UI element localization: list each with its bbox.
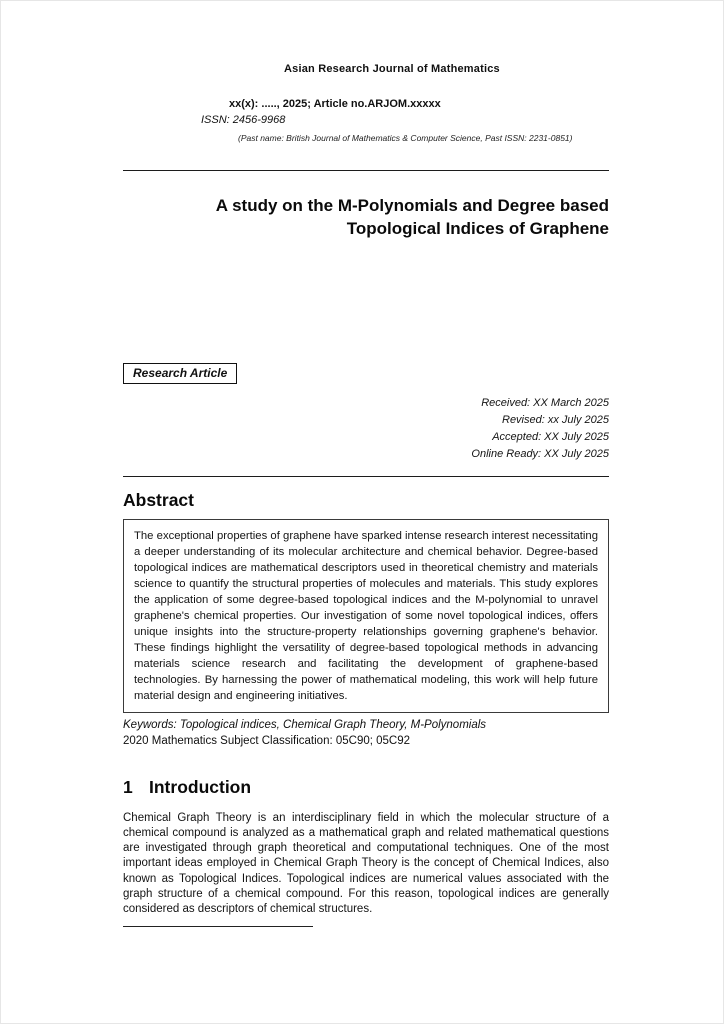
date-online-ready: Online Ready: XX July 2025 — [471, 447, 609, 460]
section-number: 1 — [123, 776, 133, 797]
header-divider — [123, 170, 609, 171]
journal-past-name: (Past name: British Journal of Mathematics & Computer Science, Past ISSN: 2231-0851) — [238, 133, 573, 143]
abstract-heading: Abstract — [123, 489, 194, 510]
article-type-row — [123, 363, 609, 384]
journal-issue-info: xx(x): ....., 2025; Article no.ARJOM.xxxxx — [229, 98, 441, 110]
keywords-line: Keywords: Topological indices, Chemical Graph Theory, M-Polynomials — [123, 718, 487, 731]
footnote-rule — [123, 926, 313, 927]
article-dates — [123, 395, 609, 463]
page-content — [1, 1, 723, 927]
journal-header — [123, 63, 609, 143]
date-accepted: Accepted: XX July 2025 — [492, 430, 609, 443]
article-title-line-2: Topological Indices of Graphene — [346, 218, 609, 238]
section-title: Introduction — [149, 776, 252, 797]
introduction-heading — [123, 777, 609, 798]
date-revised: Revised: xx July 2025 — [502, 413, 609, 426]
abstract-divider — [123, 476, 609, 477]
abstract-box — [123, 519, 609, 713]
article-type-badge: Research Article — [123, 363, 237, 384]
article-title — [123, 195, 609, 241]
journal-name: Asian Research Journal of Mathematics — [284, 63, 500, 75]
msc-classification: 2020 Mathematics Subject Classification: 05C90; 05C92 — [123, 734, 411, 747]
introduction-paragraph: Chemical Graph Theory is an interdisciplinary field in which the molecular structure of a chemical compound is analyzed as a mathematical graph and related mathematical questions are investigated through graph theoretical and computational techniques. One of the most important ideas employed in Chemical Graph Theory is the concept of Chemical Indices, also known as Topological Indices. Topological indices are numerical values associated with the graph structure of a chemical compound. For this reason, topological indices are generally considered as descriptors of chemical structures. — [123, 811, 609, 916]
journal-issn: ISSN: 2456-9968 — [201, 114, 286, 126]
date-received: Received: XX March 2025 — [481, 396, 609, 409]
abstract-text: The exceptional properties of graphene have sparked intense research interest necessitating a deeper understanding of its molecular architecture and chemical behavior. Degree-based topological indices are mathematical descriptors used in theoretical chemistry and materials science to quantify the structural properties of molecules and materials. This study explores the application of some degree-based topological indices and the M-polynomial to unravel graphene's chemical properties. Our investigation of some novel topological indices, offers unique insights into the structure-property relationships governing graphene's behavior. These findings highlight the versatility of degree-based topological methods in advancing materials science research and facilitating the development of graphene-based technologies. By harnessing the power of mathematical modeling, this work will help future material design and engineering initiatives. — [134, 529, 598, 702]
article-title-line-1: A study on the M-Polynomials and Degree based — [215, 196, 609, 215]
